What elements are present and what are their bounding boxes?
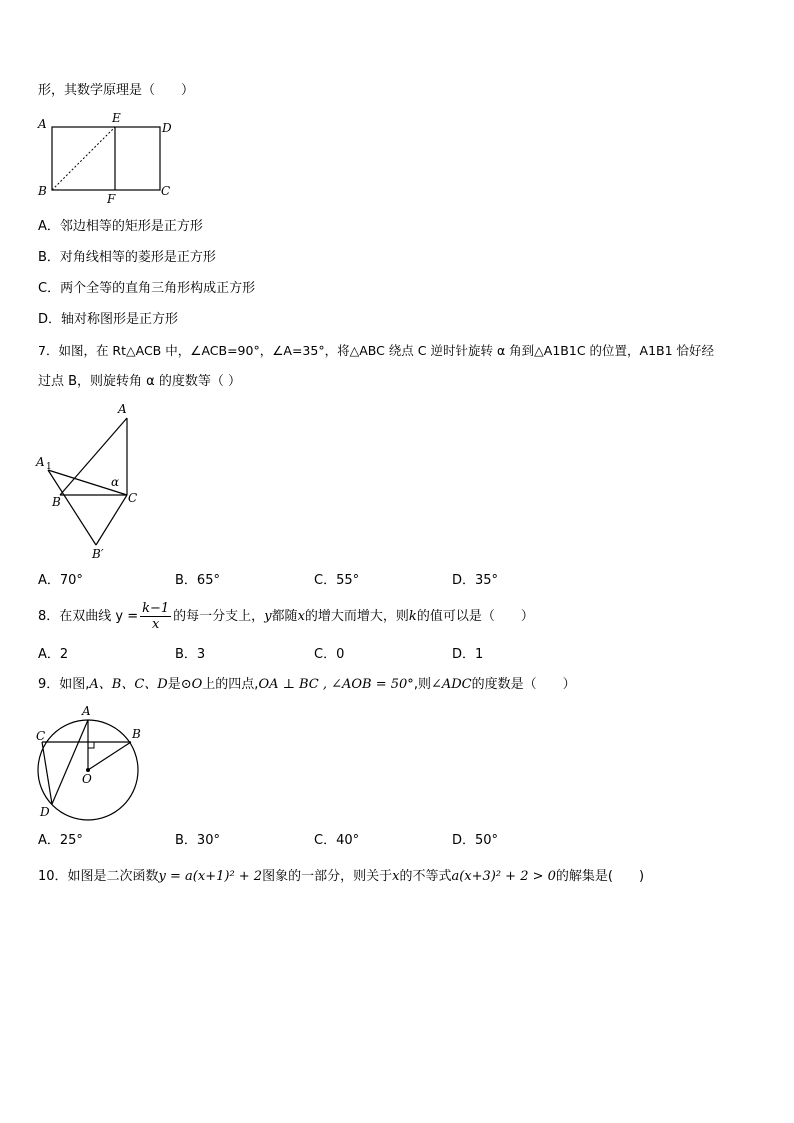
q10-suffix: 的解集是( ): [555, 869, 645, 884]
q8-option-b: B．3: [175, 647, 206, 662]
q6-label-b: B: [38, 184, 47, 198]
q7-label-a1: A: [36, 455, 45, 469]
q7-label-b: B: [52, 495, 61, 509]
q7-stem-line2: 过点 B，则旋转角 α 的度数等（ ）: [38, 374, 242, 389]
q8-option-d: D．1: [452, 647, 484, 662]
q6-label-f: F: [107, 192, 116, 206]
q7-option-b: B．65°: [175, 573, 220, 588]
q8-suffix: 的值可以是（ ）: [416, 609, 534, 624]
q8-mid3: 的增大而增大，则: [304, 609, 409, 624]
q9-stem: [38, 676, 576, 694]
q9-label-c: C: [36, 729, 46, 743]
q7-label-a: A: [118, 402, 127, 416]
q6-option-d: D．轴对称图形是正方形: [38, 312, 179, 327]
q6-option-c: C．两个全等的直角三角形构成正方形: [38, 281, 256, 296]
q7-label-alpha: α: [111, 475, 120, 489]
q9-condition: OA ⊥ BC , ∠AOB = 50°: [258, 677, 414, 692]
q9-label-b: B: [132, 727, 141, 741]
q10-inequality: a(x+3)² + 2 > 0: [451, 869, 556, 884]
q8-fraction: [140, 601, 171, 632]
q8-frac-den: x: [151, 617, 160, 632]
q7-option-d: D．35°: [452, 573, 499, 588]
q9-option-a: A．25°: [38, 833, 83, 848]
q8-stem: [38, 600, 534, 634]
q7-label-b-prime: B′: [92, 547, 104, 561]
q7-label-a1-sub: 1: [46, 462, 52, 472]
q8-prefix: 8．在双曲线 y =: [38, 609, 139, 624]
q9-circle-figure: [34, 700, 149, 822]
q9-option-b: B．30°: [175, 833, 220, 848]
q7-rotation-figure: [34, 400, 154, 565]
q9-mid2: 上的四点,: [202, 677, 259, 692]
q8-option-c: C．0: [314, 647, 345, 662]
q6-label-d: D: [162, 121, 172, 135]
q9-prefix: 9．如图,: [38, 677, 90, 692]
q6-label-c: C: [161, 184, 171, 198]
q9-mid3: ,则: [413, 677, 431, 692]
q10-stem: [38, 868, 644, 886]
q7-label-c: C: [128, 491, 138, 505]
q9-option-c: C．40°: [314, 833, 360, 848]
q6-label-e: E: [112, 111, 121, 125]
q9-option-d: D．50°: [452, 833, 499, 848]
q9-suffix: 的度数是（ ）: [471, 677, 576, 692]
q8-var-k: k: [408, 609, 417, 624]
q7-option-c: C．55°: [314, 573, 360, 588]
q9-mid1: 是: [167, 677, 181, 692]
q10-function: y = a(x+1)² + 2: [158, 869, 263, 884]
q6-rectangle-figure: [34, 110, 184, 206]
q9-circle: ⊙O: [180, 677, 203, 692]
q8-mid2: 都随: [271, 609, 298, 624]
q8-mid1: 的每一分支上，: [173, 609, 265, 624]
q7-option-a: A．70°: [38, 573, 83, 588]
q6-option-b: B．对角线相等的菱形是正方形: [38, 250, 216, 265]
q8-var-y: y: [264, 609, 272, 624]
q8-option-a: A．2: [38, 647, 69, 662]
q6-option-a: A．邻边相等的矩形是正方形: [38, 219, 203, 234]
q9-label-d: D: [40, 805, 50, 819]
q9-points: A、B、C、D: [89, 677, 168, 692]
q10-mid2: 的不等式: [399, 869, 452, 884]
q9-label-a: A: [82, 704, 91, 718]
q6-stem-tail: 形，其数学原理是（ ）: [38, 83, 195, 98]
q9-ask-angle: ∠ADC: [430, 677, 472, 692]
q7-stem-line1: 7．如图，在 Rt△ACB 中，∠ACB=90°，∠A=35°，将△ABC 绕点 C 逆时针旋转 α 角到△A1B1C 的位置，A1B1 恰好经: [38, 343, 715, 358]
q9-label-o: O: [82, 772, 92, 786]
q8-var-x: x: [297, 609, 305, 624]
q10-var-x: x: [392, 869, 400, 884]
q10-mid1: 图象的一部分，则关于: [262, 869, 393, 884]
q10-prefix: 10．如图是二次函数: [38, 869, 159, 884]
q6-label-a: A: [38, 117, 47, 131]
q8-frac-num: k−1: [142, 601, 170, 616]
